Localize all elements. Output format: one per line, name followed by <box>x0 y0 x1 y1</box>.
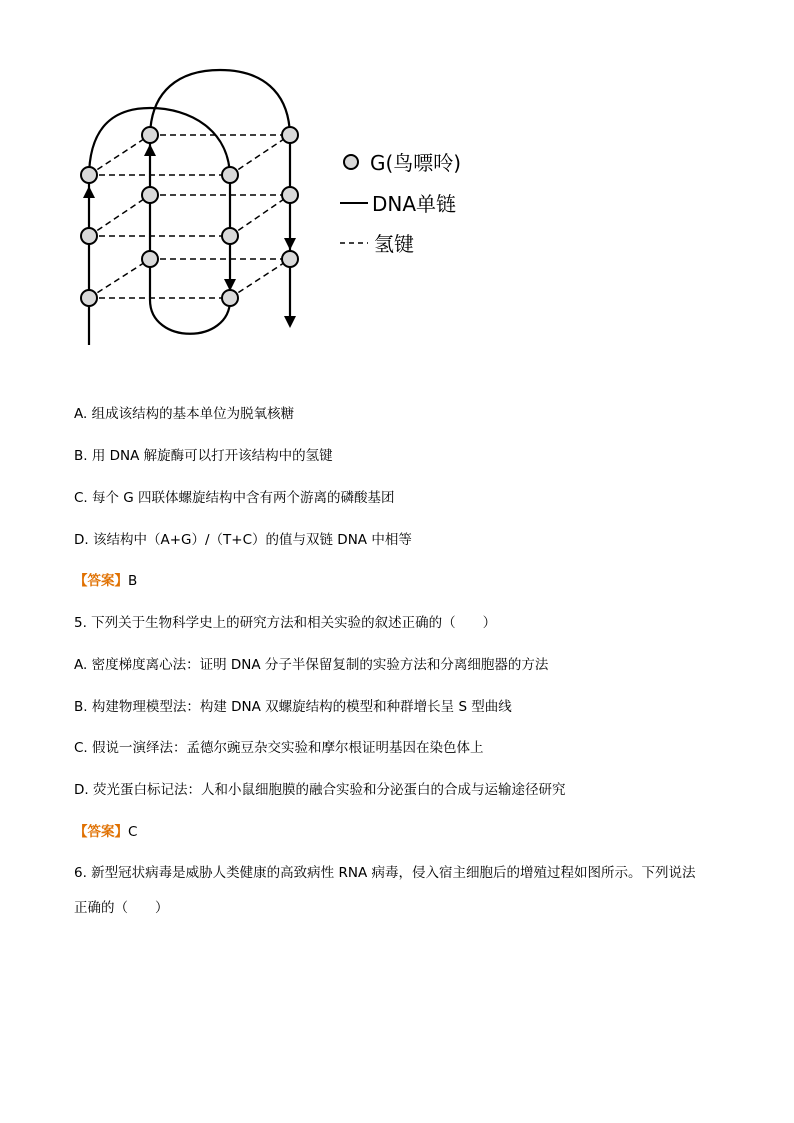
g-quadruplex-diagram <box>70 60 510 360</box>
q5-option-c: C. 假说一演绎法：孟德尔豌豆杂交实验和摩尔根证明基因在染色体上 <box>74 740 484 756</box>
legend-g-label: G(鸟嘌呤) <box>370 151 462 175</box>
hydrogen-bonds <box>89 135 290 298</box>
answer-tag: 【答案】 <box>74 824 128 840</box>
q4-option-d: D. 该结构中（A+G）/（T+C）的值与双链 DNA 中相等 <box>74 532 412 548</box>
q5-stem: 5. 下列关于生物科学史上的研究方法和相关实验的叙述正确的（ ） <box>74 615 497 631</box>
q6-stem-line1: 6. 新型冠状病毒是威胁人类健康的高致病性 RNA 病毒，侵入宿主细胞后的增殖过程如图所示。下列说法 <box>74 865 696 881</box>
q4-option-a: A. 组成该结构的基本单位为脱氧核糖 <box>74 406 295 422</box>
legend-hbond-label: 氢键 <box>374 232 414 256</box>
q5-answer <box>74 822 137 842</box>
q4-answer <box>74 571 137 591</box>
legend-strand-label: DNA单链 <box>372 192 457 216</box>
legend-g-icon <box>344 155 358 169</box>
answer-tag: 【答案】 <box>74 573 128 589</box>
q6-stem-line2: 正确的（ ） <box>74 900 169 916</box>
answer-value: B <box>128 573 138 589</box>
q4-option-b: B. 用 DNA 解旋酶可以打开该结构中的氢键 <box>74 448 333 464</box>
q5-option-d: D. 荧光蛋白标记法：人和小鼠细胞膜的融合实验和分泌蛋白的合成与运输途径研究 <box>74 782 566 798</box>
q5-option-a: A. 密度梯度离心法：证明 DNA 分子半保留复制的实验方法和分离细胞器的方法 <box>74 657 549 673</box>
g-quadruplex-figure <box>70 60 510 360</box>
answer-value: C <box>128 824 138 840</box>
dna-strand <box>89 70 290 345</box>
q4-option-c: C. 每个 G 四联体螺旋结构中含有两个游离的磷酸基团 <box>74 490 395 506</box>
q5-option-b: B. 构建物理模型法：构建 DNA 双螺旋结构的模型和种群增长呈 S 型曲线 <box>74 699 512 715</box>
guanine-nodes <box>81 127 298 306</box>
